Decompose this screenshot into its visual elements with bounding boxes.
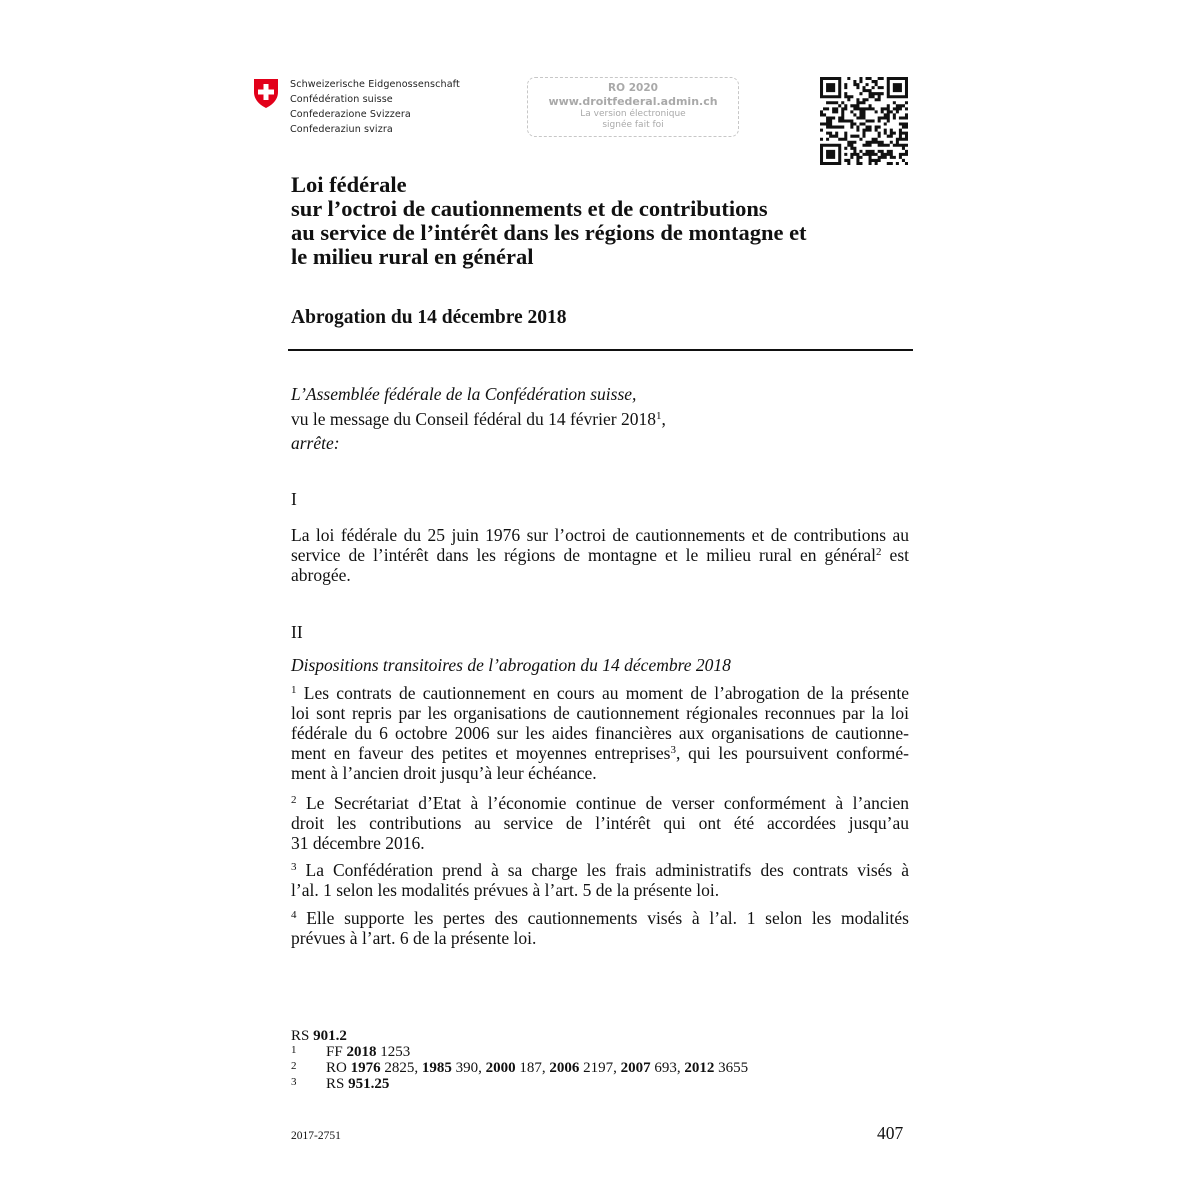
authority-line: Confederaziun svizra	[290, 124, 393, 135]
section-numeral: I	[291, 489, 297, 509]
paragraph-number: 3	[291, 861, 297, 873]
footnote-ref: 3	[670, 744, 676, 756]
preamble-assembly: L’Assemblée fédérale de la Confédération suisse,	[291, 384, 637, 404]
paragraph-line: loi sont repris par les organisations de cautionnement régionales reconnues par la loi	[291, 703, 909, 723]
title-line: sur l’octroi de cautionnements et de contributions	[291, 196, 768, 221]
paragraph-line	[291, 793, 909, 813]
page-number: 407	[877, 1123, 904, 1143]
paragraph-3	[291, 860, 909, 900]
footnote-text: FF	[326, 1044, 347, 1060]
footnote-bold: 2006	[549, 1060, 580, 1076]
paragraph-line: droit les contributions au service de l’intérêt qui ont été accordées jusqu’au	[291, 813, 909, 833]
paragraph-number: 1	[291, 684, 297, 696]
paragraph-4	[291, 908, 909, 948]
paragraph-number: 4	[291, 909, 297, 921]
paragraph-line	[291, 743, 909, 763]
message-text: vu le message du Conseil fédéral du 14 février 2018	[291, 409, 656, 429]
abrogation-subtitle: Abrogation du 14 décembre 2018	[291, 307, 567, 328]
stamp-line: RO 2020	[608, 82, 658, 94]
paragraph-line: l’al. 1 selon les modalités prévues à l’art. 5 de la présente loi.	[291, 880, 720, 900]
rs-reference	[291, 1029, 748, 1043]
footnote-1	[291, 1043, 748, 1059]
footnote-text: RS	[326, 1076, 349, 1092]
line-text: La Confédération prend à sa charge les frais administratifs des contrats visés à	[296, 860, 909, 880]
title-line: au service de l’intérêt dans les régions de montagne et	[291, 220, 807, 245]
paragraph-line: fédérale du 6 octobre 2006 sur les aides financières aux organisations de cautionne-	[291, 723, 909, 743]
title-line: le milieu rural en général	[291, 244, 534, 269]
line-text: , qui les poursuivent conformé-	[675, 743, 909, 763]
authority-line: Confédération suisse	[290, 94, 393, 105]
footnote-bold: 1976	[350, 1060, 381, 1076]
paragraph-line	[291, 683, 909, 703]
law-title	[291, 173, 891, 269]
line-text: Les contrats de cautionnement en cours au moment de l’abrogation de la présente	[296, 683, 909, 703]
line-end: est	[881, 545, 909, 565]
authority-line: Confederazione Svizzera	[290, 109, 411, 120]
footnote-number: 3	[291, 1076, 297, 1088]
footnote-bold: 2007	[620, 1060, 651, 1076]
footnote-number: 1	[291, 1044, 297, 1056]
message-end: ,	[661, 409, 666, 429]
footnote-text: 390,	[451, 1060, 486, 1076]
preamble-decree: arrête:	[291, 433, 340, 453]
footnote-text: RO	[326, 1060, 351, 1076]
paragraph-number: 2	[291, 794, 297, 806]
footnote-ref: 1	[655, 410, 662, 422]
document-number: 2017-2751	[291, 1130, 341, 1142]
rs-number: 901.2	[313, 1028, 347, 1044]
footnote-bold: 2018	[346, 1044, 377, 1060]
stamp-line: La version électronique	[580, 109, 686, 119]
stamp-line: signée fait foi	[602, 120, 664, 130]
footnote-3	[291, 1075, 748, 1091]
footnote-text: 2197,	[579, 1060, 621, 1076]
footnote-text: 693,	[650, 1060, 685, 1076]
authority-names	[290, 77, 460, 137]
paragraph-2	[291, 793, 909, 853]
line-text: service de l’intérêt dans les régions de montagne et le milieu rural en général	[291, 545, 877, 565]
footnote-ref: 2	[876, 546, 882, 558]
footnote-bold: 1985	[421, 1060, 452, 1076]
official-stamp	[527, 77, 739, 137]
title-line: Loi fédérale	[291, 172, 407, 197]
paragraph-1	[291, 683, 909, 783]
footnote-number: 2	[291, 1060, 297, 1072]
footnote-bold: 2000	[485, 1060, 516, 1076]
paragraph-line: prévues à l’art. 6 de la présente loi.	[291, 928, 537, 948]
paragraph-line: abrogée.	[291, 565, 351, 585]
line-text: Le Secrétariat d’Etat à l’économie continue de verser conformément à l’ancien	[296, 793, 909, 813]
authority-line: Schweizerische Eidgenossenschaft	[290, 79, 460, 90]
section-numeral: II	[291, 622, 303, 642]
paragraph-line	[291, 545, 909, 565]
section1-paragraph	[291, 525, 909, 585]
rs-prefix: RS	[291, 1028, 314, 1044]
footnote-text: 1253	[376, 1044, 411, 1060]
paragraph-line: 31 décembre 2016.	[291, 833, 425, 853]
qr-code-icon	[820, 77, 908, 165]
swiss-coat-of-arms-icon	[253, 78, 279, 109]
paragraph-line: ment à l’ancien droit jusqu’à leur échéance.	[291, 763, 597, 783]
preamble-message	[291, 409, 666, 429]
line-text: ment en faveur des petites et moyennes entreprises	[291, 743, 671, 763]
footnote-2	[291, 1059, 748, 1075]
paragraph-line	[291, 908, 909, 928]
footnote-text: 187,	[515, 1060, 550, 1076]
line-text: Elle supporte les pertes des cautionnements visés à l’al. 1 selon les modalités	[296, 908, 909, 928]
footnote-text: 2825,	[380, 1060, 422, 1076]
footnote-bold: 2012	[684, 1060, 715, 1076]
footnote-bold: 951.25	[348, 1076, 390, 1092]
paragraph-line	[291, 860, 909, 880]
section-heading: Dispositions transitoires de l’abrogation du 14 décembre 2018	[291, 655, 731, 675]
title-divider	[288, 349, 913, 351]
footnote-text: 3655	[714, 1060, 749, 1076]
paragraph-line: La loi fédérale du 25 juin 1976 sur l’octroi de cautionnements et de contributions au	[291, 525, 909, 545]
footnotes	[291, 1029, 748, 1091]
stamp-url: www.droitfederal.admin.ch	[548, 95, 718, 108]
